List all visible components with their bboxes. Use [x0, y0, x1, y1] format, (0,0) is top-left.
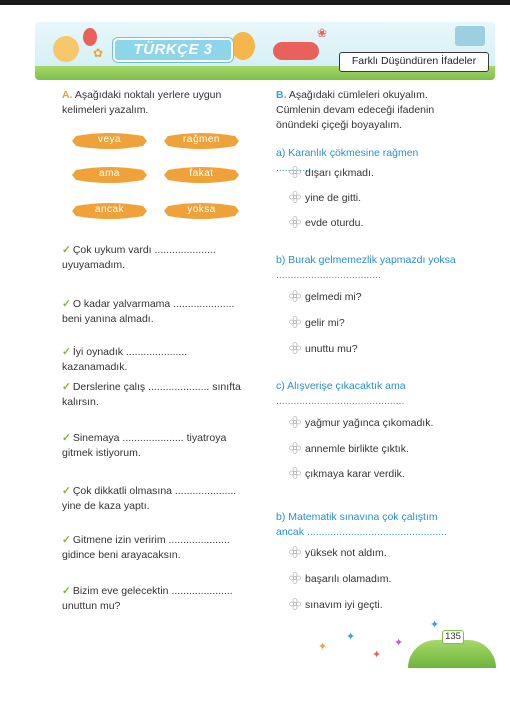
- option-text: yüksek not aldım.: [305, 547, 387, 559]
- item-text: Sinemaya ..................... tiyatroya gitmek istiyorum.: [62, 432, 227, 459]
- word-card-text: veya: [97, 134, 122, 145]
- butterfly-icon: ✿: [93, 46, 104, 60]
- flower-icon[interactable]: [288, 546, 302, 558]
- fill-in-item: [62, 533, 250, 563]
- fill-in-item: [62, 345, 250, 375]
- star-icon: ✦: [372, 649, 382, 661]
- flower-icon[interactable]: [288, 572, 302, 584]
- item-text: Derslerine çalış ..................... sınıfta kalırsın.: [62, 381, 241, 408]
- star-icon: ✦: [430, 619, 440, 631]
- answer-option[interactable]: [288, 290, 362, 304]
- item-text: Çok uykum vardı ..................... uyuyamadım.: [62, 244, 216, 271]
- page-number: 135: [442, 630, 464, 644]
- word-card: [164, 130, 239, 152]
- question-title: b) Matematik sınavına çok çalıştım ancak ................................................: [276, 511, 447, 538]
- option-text: annemle birlikte çıktık.: [305, 443, 409, 455]
- section-b-text: Aşağıdaki cümleleri okuyalım. Cümlenin devam edeceği ifadenin önündeki çiçeği boyayalım.: [276, 89, 435, 131]
- flower-icon[interactable]: [288, 216, 302, 228]
- flower-icon[interactable]: [288, 342, 302, 354]
- option-text: evde oturdu.: [305, 217, 364, 229]
- child-illustration-right: [231, 32, 255, 60]
- header-banner: [35, 22, 495, 80]
- flower-icon[interactable]: [288, 290, 302, 302]
- footer-hill: [408, 640, 496, 668]
- option-text: çıkmaya karar verdik.: [305, 468, 405, 480]
- fill-in-item: [62, 380, 250, 410]
- option-text: gelir mi?: [305, 317, 345, 329]
- option-text: dışarı çıkmadı.: [305, 167, 374, 179]
- flower-icon: ❀: [317, 26, 328, 40]
- word-card-text: ancak: [94, 204, 125, 215]
- section-b-letter: B.: [276, 89, 287, 101]
- word-card: [72, 130, 147, 152]
- topic-label: Farklı Düşündüren İfadeler: [339, 52, 489, 72]
- flower-icon[interactable]: [288, 467, 302, 479]
- flower-icon[interactable]: [288, 442, 302, 454]
- item-text: Çok dikkatli olmasına ..................... yine de kaza yaptı.: [62, 485, 237, 512]
- answer-option[interactable]: [288, 442, 409, 456]
- check-icon: ✓: [62, 346, 71, 358]
- option-text: başarılı olamadım.: [305, 573, 392, 585]
- word-card: [72, 164, 147, 186]
- child-illustration-left: [53, 36, 79, 62]
- question-title: a) Karanlık çökmesine rağmen ..............: [276, 147, 419, 174]
- answer-option[interactable]: [288, 598, 383, 612]
- check-icon: ✓: [62, 298, 71, 310]
- check-icon: ✓: [62, 534, 71, 546]
- option-text: sınavım iyi geçti.: [305, 599, 383, 611]
- section-b-instruction: [276, 88, 460, 133]
- fill-in-item: [62, 584, 250, 614]
- fill-in-item: [62, 431, 250, 461]
- section-a-text: Aşağıdaki noktalı yerlere uygun kelimeleri yazalım.: [62, 89, 222, 116]
- section-a-letter: A.: [62, 89, 73, 101]
- item-text: Bizim eve gelecektin ..................... unuttun mu?: [62, 585, 233, 612]
- flower-icon[interactable]: [288, 416, 302, 428]
- flower-icon[interactable]: [288, 166, 302, 178]
- answer-option[interactable]: [288, 572, 391, 586]
- fill-in-item: [62, 297, 250, 327]
- answer-option[interactable]: [288, 166, 374, 180]
- flower-icon[interactable]: [288, 598, 302, 610]
- airplane-illustration: [273, 42, 319, 60]
- item-text: O kadar yalvarmama ..................... beni yanına almadı.: [62, 298, 235, 325]
- check-icon: ✓: [62, 585, 71, 597]
- option-text: gelmedi mi?: [305, 291, 362, 303]
- answer-option[interactable]: [288, 416, 433, 430]
- star-icon: ✦: [394, 637, 404, 649]
- section-a-instruction: [62, 88, 250, 118]
- check-icon: ✓: [62, 381, 71, 393]
- check-icon: ✓: [62, 244, 71, 256]
- subject-title: TÜRKÇE 3: [113, 38, 233, 62]
- fill-in-item: [62, 484, 250, 514]
- building-illustration: [455, 26, 485, 46]
- flower-icon[interactable]: [288, 316, 302, 328]
- answer-option[interactable]: [288, 316, 345, 330]
- star-icon: ✦: [318, 641, 328, 653]
- flower-icon[interactable]: [288, 191, 302, 203]
- option-text: unuttu mu?: [305, 343, 358, 355]
- balloon-illustration: [83, 28, 97, 46]
- answer-option[interactable]: [288, 191, 361, 205]
- word-card: [72, 200, 147, 222]
- option-text: yağmur yağınca çıkomadık.: [305, 417, 434, 429]
- word-card: [164, 200, 239, 222]
- word-card: [164, 164, 239, 186]
- check-icon: ✓: [62, 485, 71, 497]
- word-card-text: yoksa: [187, 204, 216, 215]
- star-icon: ✦: [346, 631, 356, 643]
- fill-in-item: [62, 243, 250, 273]
- answer-option[interactable]: [288, 342, 358, 356]
- word-card-text: ama: [99, 168, 120, 179]
- check-icon: ✓: [62, 432, 71, 444]
- word-card-text: fakat: [189, 168, 214, 179]
- option-text: yine de gitti.: [305, 192, 362, 204]
- top-scan-edge: [0, 0, 510, 5]
- answer-option[interactable]: [288, 546, 387, 560]
- answer-option[interactable]: [288, 467, 405, 481]
- item-text: Gitmene izin veririm ..................... gidince beni arayacaksın.: [62, 534, 230, 561]
- question-title: c) Alışverişe çıkacaktık ama ............................................: [276, 380, 406, 407]
- answer-option[interactable]: [288, 216, 363, 230]
- question-title: b) Burak gelmemezlik yapmazdı yoksa ....................................: [276, 254, 456, 281]
- word-card-text: rağmen: [183, 134, 220, 145]
- item-text: İyi oynadık ..................... kazanamadık.: [62, 346, 188, 373]
